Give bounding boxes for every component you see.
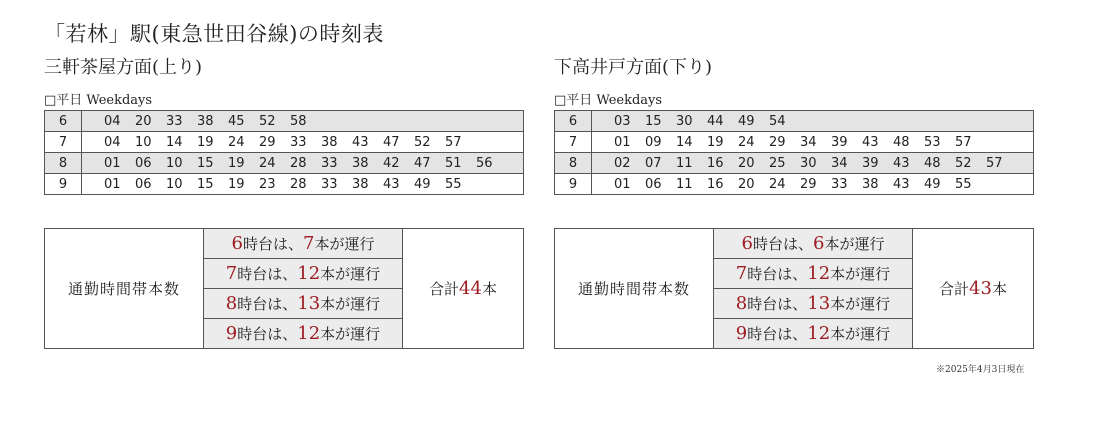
departure-minute: 16 (707, 155, 724, 171)
departure-minute: 28 (290, 176, 307, 192)
departure-minute: 56 (476, 155, 493, 171)
hour-label: 時台は、 (237, 325, 298, 343)
departure-minute: 14 (166, 134, 183, 150)
hour-number: 6 (741, 233, 753, 254)
departure-minute: 39 (831, 134, 848, 150)
page-title: 「若林」駅(東急世田谷線)の時刻表 (44, 22, 384, 46)
total-number: 43 (969, 278, 992, 299)
summary-row (45, 229, 524, 259)
hour-label: 時台は、 (242, 235, 303, 253)
departure-minute: 19 (228, 176, 245, 192)
timetable-row (555, 111, 1034, 132)
train-count: 6 (813, 233, 825, 254)
departure-minute: 19 (228, 155, 245, 171)
hour-cell: 7 (45, 132, 82, 153)
departure-minute: 06 (135, 176, 152, 192)
total-prefix: 合計 (939, 280, 970, 298)
hourly-count (714, 259, 913, 289)
departure-minute: 01 (104, 176, 121, 192)
panel-outbound (554, 56, 1036, 349)
departure-minute: 55 (955, 176, 972, 192)
departure-minute: 28 (290, 155, 307, 171)
departure-minute: 24 (769, 176, 786, 192)
summary-table (554, 228, 1034, 349)
hour-number: 8 (735, 293, 748, 314)
as-of-note: ※2025年4月3日現在 (936, 365, 1025, 375)
count-suffix: 本が運行 (824, 235, 885, 253)
hourly-count (714, 319, 913, 349)
timetable-row (555, 132, 1034, 153)
minutes-cell (82, 174, 524, 195)
departure-minute: 03 (614, 113, 631, 129)
departure-minute: 33 (166, 113, 183, 129)
departure-minute: 38 (352, 176, 369, 192)
departure-minute: 38 (352, 155, 369, 171)
departure-minute: 34 (831, 155, 848, 171)
train-count: 12 (297, 263, 321, 284)
hourly-count (714, 229, 913, 259)
hour-label: 時台は、 (752, 235, 813, 253)
hour-cell: 8 (45, 153, 82, 174)
departure-minute: 39 (862, 155, 879, 171)
departure-minute: 48 (924, 155, 941, 171)
hour-number: 9 (735, 323, 748, 344)
departure-minute: 43 (862, 134, 879, 150)
departure-minute: 33 (321, 155, 338, 171)
count-suffix: 本が運行 (830, 265, 891, 283)
departure-minute: 52 (259, 113, 276, 129)
departure-minute: 15 (197, 155, 214, 171)
departure-minute: 52 (414, 134, 431, 150)
minutes-cell (592, 111, 1034, 132)
hour-number: 7 (225, 263, 238, 284)
departure-minute: 51 (445, 155, 462, 171)
train-count: 12 (297, 323, 321, 344)
departure-minute: 58 (290, 113, 307, 129)
hour-number: 7 (735, 263, 748, 284)
total-count (403, 229, 524, 349)
hourly-count (204, 319, 403, 349)
departure-minute: 15 (197, 176, 214, 192)
hour-cell: 9 (555, 174, 592, 195)
departure-minute: 24 (259, 155, 276, 171)
departure-minute: 01 (614, 176, 631, 192)
departure-minute: 42 (383, 155, 400, 171)
hourly-count (204, 259, 403, 289)
departure-minute: 33 (321, 176, 338, 192)
direction-title: 下高井戸方面(下り) (554, 57, 713, 78)
departure-minute: 57 (955, 134, 972, 150)
departure-minute: 29 (769, 134, 786, 150)
rush-hour-count-label: 通勤時間帯本数 (45, 229, 204, 349)
departure-minute: 47 (414, 155, 431, 171)
train-count: 13 (297, 293, 321, 314)
departure-minute: 11 (676, 155, 693, 171)
departure-minute: 14 (676, 134, 693, 150)
departure-minute: 55 (445, 176, 462, 192)
timetable-row (555, 174, 1034, 195)
departure-minute: 10 (135, 134, 152, 150)
departure-minute: 10 (166, 155, 183, 171)
timetable-row (45, 111, 524, 132)
departure-minute: 33 (290, 134, 307, 150)
departure-minute: 43 (893, 176, 910, 192)
departure-minute: 43 (893, 155, 910, 171)
departure-minute: 24 (738, 134, 755, 150)
departure-minute: 20 (738, 155, 755, 171)
hourly-count (204, 289, 403, 319)
minutes-cell (592, 153, 1034, 174)
timetable-row (45, 174, 524, 195)
departure-minute: 38 (321, 134, 338, 150)
count-suffix: 本が運行 (830, 295, 891, 313)
departure-minute: 01 (104, 155, 121, 171)
train-count: 13 (807, 293, 831, 314)
hour-label: 時台は、 (747, 265, 808, 283)
departure-minute: 38 (197, 113, 214, 129)
minutes-cell (82, 153, 524, 174)
train-count: 12 (807, 263, 831, 284)
summary-table (44, 228, 524, 349)
hour-cell: 6 (555, 111, 592, 132)
count-suffix: 本が運行 (320, 265, 381, 283)
day-type-label: □平日 Weekdays (554, 93, 663, 108)
hour-label: 時台は、 (747, 325, 808, 343)
hour-number: 8 (225, 293, 238, 314)
timetable-row (45, 153, 524, 174)
departure-minute: 06 (135, 155, 152, 171)
total-count (913, 229, 1034, 349)
departure-minute: 01 (614, 134, 631, 150)
departure-minute: 30 (676, 113, 693, 129)
departure-minute: 25 (769, 155, 786, 171)
total-suffix: 本 (481, 280, 497, 298)
count-suffix: 本が運行 (320, 295, 381, 313)
total-suffix: 本 (991, 280, 1007, 298)
departure-minute: 04 (104, 134, 121, 150)
minutes-cell (82, 111, 524, 132)
departure-minute: 29 (259, 134, 276, 150)
departure-minute: 49 (414, 176, 431, 192)
total-number: 44 (459, 278, 482, 299)
departure-minute: 10 (166, 176, 183, 192)
hour-label: 時台は、 (237, 295, 298, 313)
departure-minute: 16 (707, 176, 724, 192)
departure-minute: 15 (645, 113, 662, 129)
summary-row (555, 229, 1034, 259)
departure-minute: 44 (707, 113, 724, 129)
hour-number: 9 (225, 323, 238, 344)
hour-label: 時台は、 (747, 295, 808, 313)
hour-cell: 7 (555, 132, 592, 153)
hour-number: 6 (231, 233, 243, 254)
hour-cell: 6 (45, 111, 82, 132)
timetable-row (555, 153, 1034, 174)
departure-minute: 11 (676, 176, 693, 192)
minutes-cell (592, 132, 1034, 153)
timetable (44, 110, 524, 195)
departure-minute: 24 (228, 134, 245, 150)
total-prefix: 合計 (429, 280, 460, 298)
departure-minute: 38 (862, 176, 879, 192)
departure-minute: 19 (707, 134, 724, 150)
departure-minute: 19 (197, 134, 214, 150)
departure-minute: 02 (614, 155, 631, 171)
minutes-cell (82, 132, 524, 153)
count-suffix: 本が運行 (320, 325, 381, 343)
minutes-cell (592, 174, 1034, 195)
departure-minute: 06 (645, 176, 662, 192)
hourly-count (204, 229, 403, 259)
departure-minute: 20 (135, 113, 152, 129)
departure-minute: 20 (738, 176, 755, 192)
hour-label: 時台は、 (237, 265, 298, 283)
count-suffix: 本が運行 (314, 235, 375, 253)
departure-minute: 48 (893, 134, 910, 150)
rush-hour-count-label: 通勤時間帯本数 (555, 229, 714, 349)
departure-minute: 47 (383, 134, 400, 150)
panel-inbound (44, 56, 526, 349)
departure-minute: 54 (769, 113, 786, 129)
hourly-count (714, 289, 913, 319)
departure-minute: 53 (924, 134, 941, 150)
departure-minute: 43 (352, 134, 369, 150)
hour-cell: 9 (45, 174, 82, 195)
departure-minute: 43 (383, 176, 400, 192)
departure-minute: 33 (831, 176, 848, 192)
departure-minute: 57 (986, 155, 1003, 171)
count-suffix: 本が運行 (830, 325, 891, 343)
train-count: 12 (807, 323, 831, 344)
day-type-label: □平日 Weekdays (44, 93, 153, 108)
departure-minute: 49 (924, 176, 941, 192)
train-count: 7 (303, 233, 315, 254)
departure-minute: 29 (800, 176, 817, 192)
departure-minute: 09 (645, 134, 662, 150)
departure-minute: 57 (445, 134, 462, 150)
departure-minute: 30 (800, 155, 817, 171)
direction-title: 三軒茶屋方面(上り) (44, 57, 203, 78)
departure-minute: 49 (738, 113, 755, 129)
hour-cell: 8 (555, 153, 592, 174)
departure-minute: 04 (104, 113, 121, 129)
departure-minute: 45 (228, 113, 245, 129)
departure-minute: 07 (645, 155, 662, 171)
departure-minute: 52 (955, 155, 972, 171)
departure-minute: 34 (800, 134, 817, 150)
timetable (554, 110, 1034, 195)
departure-minute: 23 (259, 176, 276, 192)
timetable-row (45, 132, 524, 153)
